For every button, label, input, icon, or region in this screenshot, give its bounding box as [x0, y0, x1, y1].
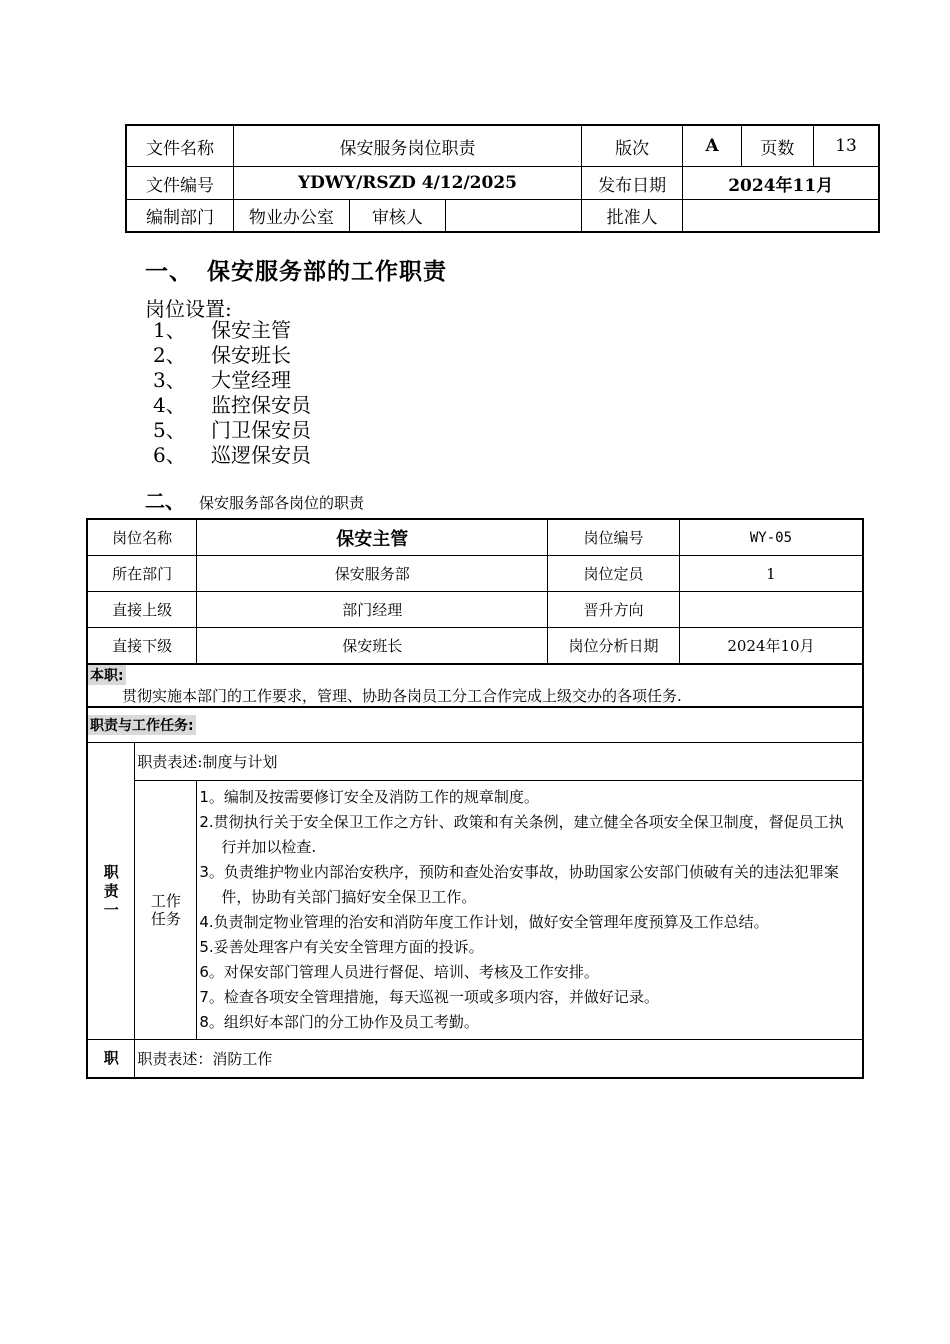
list-item: 8。组织好本部门的分工协作及员工考勤。 [199, 1013, 479, 1031]
dept-value: 物业办公室 [234, 200, 350, 233]
job-dept-label: 所在部门 [87, 556, 197, 592]
list-item: 4、 监控保安员 [153, 393, 311, 417]
position-list [153, 318, 311, 468]
section1-heading [145, 253, 447, 286]
task-list [197, 781, 863, 1040]
position-setup-label: 岗位设置: [145, 297, 232, 321]
task-label: 工作任务 [150, 892, 181, 928]
job-code: WY-05 [679, 519, 863, 556]
file-no-label: 文件编号 [126, 167, 234, 200]
list-item: 6、 巡逻保安员 [153, 443, 311, 467]
list-item: 2.贯彻执行关于安全保卫工作之方针、政策和有关条例，建立健全各项安全保卫制度，督促员工执行并加以检查. [199, 813, 844, 856]
core-duty-label: 本职: [88, 665, 126, 685]
duty1-label-cell [87, 743, 135, 1040]
tasks-header-cell [87, 707, 863, 743]
approver-label: 批准人 [581, 200, 683, 233]
promotion-value [679, 592, 863, 628]
task-label-cell [135, 781, 197, 1040]
reviewer-label: 审核人 [349, 200, 446, 233]
file-name-label: 文件名称 [126, 125, 234, 167]
core-duty-text: 贯彻实施本部门的工作要求，管理、协助各岗员工分工合作完成上级交办的各项任务. [122, 687, 682, 705]
version-value: A [683, 125, 741, 167]
document-info-table [125, 124, 880, 233]
duty1-label: 职责一 [103, 862, 119, 919]
list-item: 6。对保安部门管理人员进行督促、培训、考核及工作安排。 [199, 963, 599, 981]
section1-title: 保安服务部的工作职责 [207, 259, 447, 285]
subordinate-label: 直接下级 [87, 628, 197, 665]
analysis-date-value: 2024年10月 [679, 628, 863, 665]
list-item: 5、 门卫保安员 [153, 418, 311, 442]
job-info-table [86, 518, 864, 665]
list-item: 7。检查各项安全管理措施，每天巡视一项或多项内容，并做好记录。 [199, 988, 659, 1006]
headcount-label: 岗位定员 [548, 556, 680, 592]
analysis-date-label: 岗位分析日期 [548, 628, 680, 665]
version-label: 版次 [581, 125, 683, 167]
section1-number: 一、 [145, 259, 193, 285]
duty2-desc: 职责表述：消防工作 [135, 1040, 863, 1079]
superior-value: 部门经理 [197, 592, 548, 628]
list-item: 1、 保安主管 [153, 318, 291, 342]
headcount-value: 1 [679, 556, 863, 592]
duty2-label: 职 [87, 1040, 135, 1079]
section2-number: 二、 [145, 489, 185, 513]
promotion-label: 晋升方向 [548, 592, 680, 628]
tasks-header-label: 职责与工作任务: [88, 715, 196, 735]
approver-value [683, 200, 879, 233]
job-name: 保安主管 [197, 519, 548, 556]
publish-date-label: 发布日期 [581, 167, 683, 200]
pages-value: 13 [814, 125, 879, 167]
list-item: 5.妥善处理客户有关安全管理方面的投诉。 [199, 938, 484, 956]
publish-date: 2024年11月 [683, 167, 879, 200]
subordinate-value: 保安班长 [197, 628, 548, 665]
section2-title: 保安服务部各岗位的职责 [199, 494, 365, 512]
list-item: 1。编制及按需要修订安全及消防工作的规章制度。 [199, 788, 539, 806]
dept-label: 编制部门 [126, 200, 234, 233]
superior-label: 直接上级 [87, 592, 197, 628]
list-item: 2、 保安班长 [153, 343, 291, 367]
job-dept: 保安服务部 [197, 556, 548, 592]
list-item: 3、 大堂经理 [153, 368, 291, 392]
pages-label: 页数 [741, 125, 813, 167]
reviewer-value [446, 200, 582, 233]
file-no: YDWY/RSZD 4/12/2025 [234, 167, 582, 200]
list-item: 4.负责制定物业管理的治安和消防年度工作计划，做好安全管理年度预算及工作总结。 [199, 913, 769, 931]
file-name: 保安服务岗位职责 [234, 125, 582, 167]
duties-table [86, 663, 864, 1079]
section2-heading [145, 485, 364, 514]
job-name-label: 岗位名称 [87, 519, 197, 556]
list-item: 3。负责维护物业内部治安秩序，预防和查处治安事故，协助国家公安部门侦破有关的违法犯罪案件，协助有关部门搞好安全保卫工作。 [199, 863, 839, 906]
job-code-label: 岗位编号 [548, 519, 680, 556]
core-duty-cell [87, 664, 863, 707]
duty1-desc: 职责表述:制度与计划 [135, 743, 863, 781]
